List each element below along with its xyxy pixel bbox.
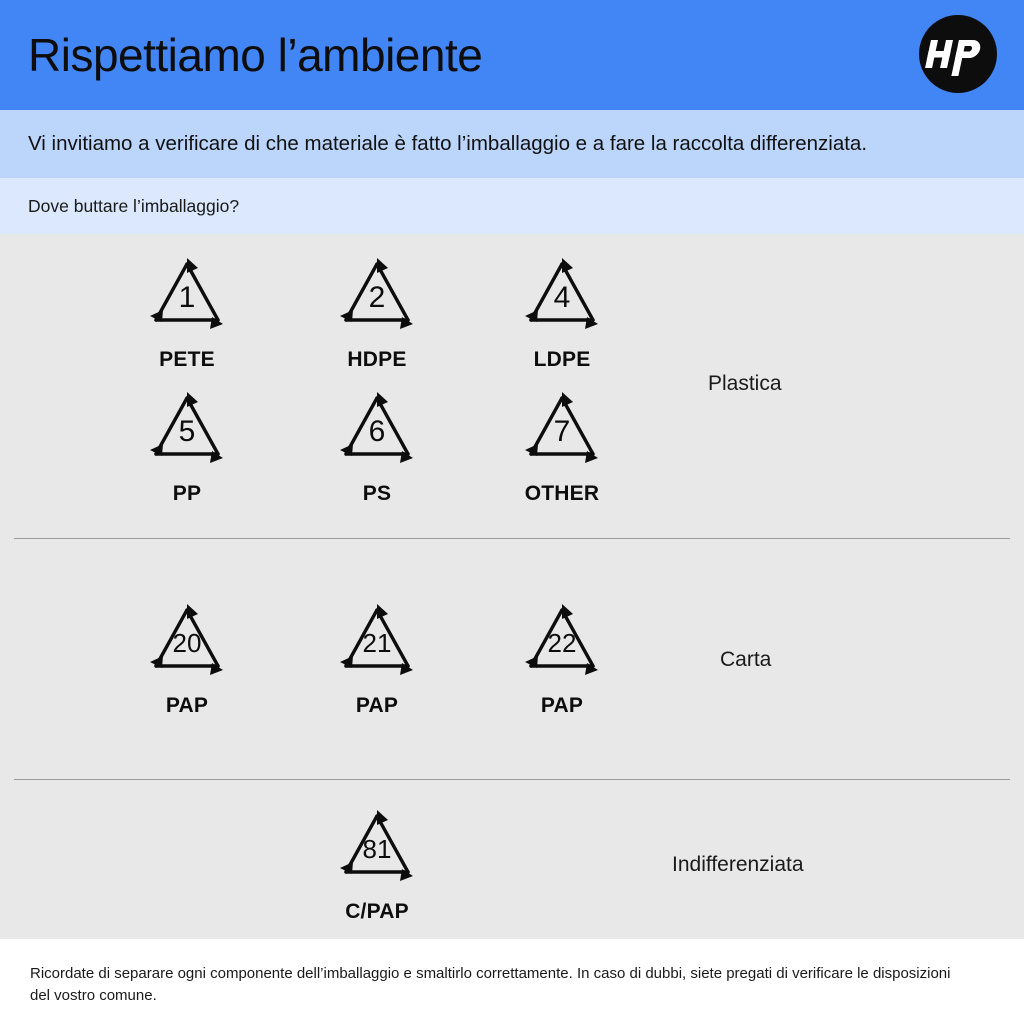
recycling-symbol: [497, 596, 627, 718]
subtitle-text: Vi invitiamo a verificare di che materiale è fatto l’imballaggio e a fare la raccolta differenziata.: [28, 132, 868, 155]
question-band: [0, 178, 1024, 234]
section-divider-1: [14, 538, 1010, 539]
subtitle-band: [0, 110, 1024, 178]
symbol-number: 7: [553, 415, 571, 448]
symbol-code: PS: [362, 482, 392, 505]
symbol-number: 81: [362, 834, 392, 864]
recycling-symbol: [497, 250, 627, 372]
page-title: Rispettiamo l’ambiente: [28, 29, 483, 81]
footer: [0, 939, 1024, 1024]
section-divider-2: [14, 779, 1010, 780]
symbol-number: 2: [368, 281, 386, 314]
symbol-code: HDPE: [347, 348, 407, 371]
recycling-symbol: [312, 384, 442, 506]
symbol-number: 21: [362, 628, 392, 658]
symbol-number: 20: [172, 628, 202, 658]
category-label: Carta: [720, 648, 772, 671]
category-label: Indifferenziata: [672, 853, 804, 876]
symbol-number: 6: [368, 415, 386, 448]
symbols-area: [0, 234, 1024, 939]
symbol-code: PP: [172, 482, 202, 505]
recycling-symbol: [122, 384, 252, 506]
symbol-number: 5: [178, 415, 196, 448]
symbol-code: PETE: [159, 348, 215, 371]
category-label: Plastica: [708, 372, 782, 395]
recycling-symbol: [312, 802, 442, 924]
question-text: Dove buttare l’imballaggio?: [28, 195, 240, 216]
symbol-code: C/PAP: [345, 900, 409, 923]
footer-note: Ricordate di separare ogni componente dell’imballaggio e smaltirlo correttamente. In caso di dubbi, siete pregati di verificare le disposizioni del vostro comune.: [30, 965, 951, 1004]
recycling-symbol: [312, 250, 442, 372]
symbol-number: 4: [553, 281, 571, 314]
recycling-symbol: [122, 596, 252, 718]
symbol-code: PAP: [540, 694, 584, 717]
symbol-number: 22: [547, 628, 577, 658]
symbol-number: 1: [178, 281, 196, 314]
symbol-code: PAP: [355, 694, 399, 717]
hp-logo-icon: [918, 14, 998, 94]
header-banner: [0, 0, 1024, 110]
symbol-code: LDPE: [533, 348, 591, 371]
recycling-symbol: [122, 250, 252, 372]
symbol-code: OTHER: [524, 482, 600, 505]
recycling-symbol: [497, 384, 627, 506]
symbol-code: PAP: [165, 694, 209, 717]
recycling-symbol: [312, 596, 442, 718]
